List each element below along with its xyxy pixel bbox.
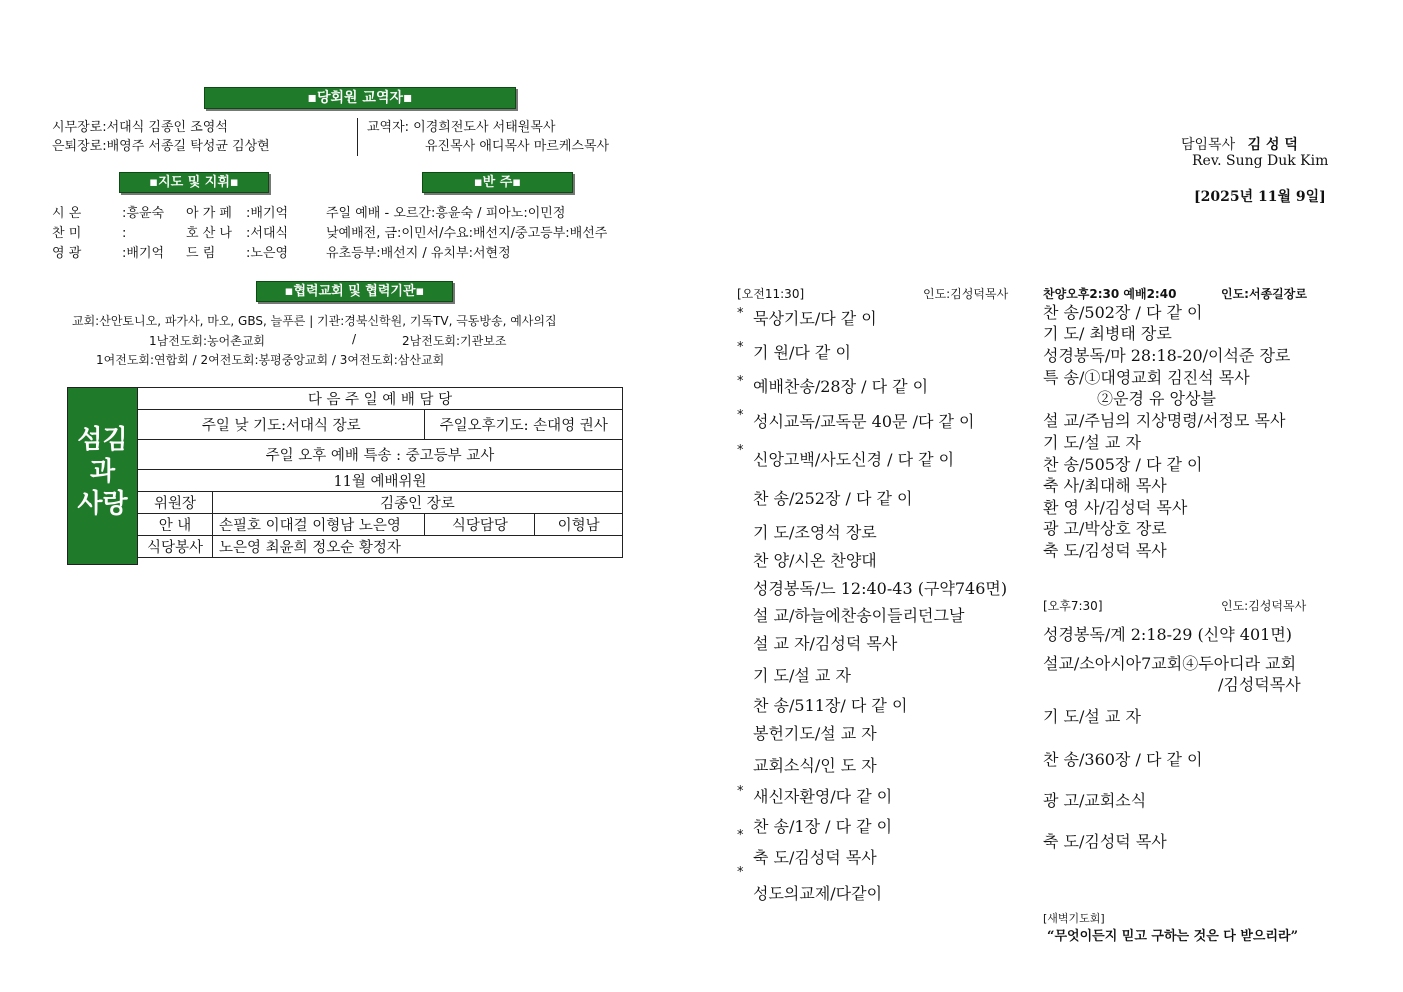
standing-mark-icon: * [737, 306, 744, 321]
morning-item: 성경봉독/느 12:40-43 (구약746면) [753, 579, 1008, 598]
partners-line2b: 2남전도회:기관보조 [402, 334, 507, 348]
evening-item: 축 도/김성덕 목사 [1043, 832, 1167, 851]
standing-mark-icon: * [737, 340, 744, 355]
morning-item: 성시교독/교독문 40문 /다 같 이 [753, 412, 975, 431]
pastor-name: 김 성 덕 [1247, 137, 1298, 153]
partners-line3: 1여전도회:연합회 / 2여전도회:봉평중앙교회 / 3여전도회:삼산교회 [96, 353, 445, 367]
guide-title: ▪지도 및 지휘▪ [119, 172, 269, 193]
serve-side-text: 과 [89, 457, 116, 487]
afternoon-item: 성경봉독/마 28:18-20/이석준 장로 [1043, 346, 1291, 365]
morning-item: 묵상기도/다 같 이 [753, 309, 877, 328]
afternoon-item: 특 송/①대영교회 김진석 목사 [1043, 368, 1250, 387]
cafe-label: 식당담당 [425, 514, 535, 536]
partners-line1: 교회:산안토니오, 파가사, 마오, GBS, 늘푸른 | 기관:경북신학원, 기독TV, 극동방송, 예사의집 [72, 314, 557, 328]
ministers-line1: 교역자: 이경희전도사 서태원목사 [367, 120, 556, 135]
usher-label: 안 내 [138, 514, 213, 536]
afternoon-item: 축 도/김성덕 목사 [1043, 541, 1167, 560]
next-week-heading: 다 음 주 일 예 배 담 당 [138, 388, 623, 410]
accomp-line: 유초등부:배선지 / 유치부:서현정 [326, 246, 511, 261]
guide-row: 시 온 :흥윤숙 [52, 206, 165, 221]
pastor-line [1181, 134, 1298, 154]
active-elders: 시무장로:서대식 김종인 조영석 [52, 120, 228, 135]
guide-row: 영 광 :배기억 [52, 246, 165, 261]
retired-elders: 은퇴장로:배영주 서종길 탁성균 김상현 [52, 139, 270, 154]
evening-item: 성경봉독/계 2:18-29 (신약 401면) [1043, 625, 1293, 644]
guide-list [52, 204, 164, 264]
afternoon-item: 설 교/주님의 지상명령/서정모 목사 [1043, 411, 1286, 430]
afternoon-item: 찬 송/502장 / 다 같 이 [1043, 303, 1203, 322]
guide-row-2: 아 가 페 :배기억 [186, 206, 289, 221]
standing-mark-icon: * [737, 828, 744, 843]
afternoon-time: 찬양오후2:30 예배2:40 [1043, 287, 1177, 301]
evening-time: [오후7:30] [1043, 599, 1103, 613]
morning-item: 찬 양/시온 찬양대 [753, 551, 877, 570]
morning-item: 찬 송/252장 / 다 같 이 [753, 489, 913, 508]
usher-names: 손필호 이대걸 이형남 노은영 [213, 514, 425, 536]
accomp-line: 주일 예배 - 오르간:흥윤숙 / 피아노:이민정 [326, 206, 566, 221]
morning-leader: 인도:김성덕목사 [923, 287, 1009, 301]
standing-mark-icon: * [737, 443, 744, 458]
afternoon-item: 찬 송/505장 / 다 같 이 [1043, 455, 1203, 474]
morning-item: 기 도/조영석 장로 [753, 523, 877, 542]
morning-item: 기 도/설 교 자 [753, 666, 851, 685]
morning-item: 예배찬송/28장 / 다 같 이 [753, 377, 929, 396]
morning-item: 신앙고백/사도신경 / 다 같 이 [753, 450, 955, 469]
pm-prayer: 주일오후기도: 손대영 권사 [425, 410, 623, 440]
evening-item: 광 고/교회소식 [1043, 791, 1147, 810]
evening-item: 기 도/설 교 자 [1043, 707, 1141, 726]
afternoon-leader: 인도:서종길장로 [1221, 287, 1307, 301]
partners-title: ▪협력교회 및 협력기관▪ [256, 281, 453, 302]
afternoon-item: 환 영 사/김성덕 목사 [1043, 498, 1188, 517]
evening-leader: 인도:김성덕목사 [1221, 599, 1307, 613]
standing-mark-icon: * [737, 374, 744, 389]
morning-item: 교회소식/인 도 자 [753, 756, 877, 775]
serve-side-text: 사랑 [77, 489, 128, 519]
kitchen-label: 식당봉사 [138, 536, 213, 558]
bulletin-date: [2025년 11월 9일] [1194, 189, 1326, 205]
morning-item: 성도의교제/다같이 [753, 884, 883, 903]
morning-item: 축 도/김성덕 목사 [753, 848, 877, 867]
morning-time: [오전11:30] [737, 287, 805, 301]
accomp-line: 낮예배전, 금:이민서/수요:배선지/중고등부:배선주 [326, 226, 608, 241]
evening-item: 설교/소아시아7교회④두아디라 교회 [1043, 654, 1297, 673]
cafe-name: 이형남 [535, 514, 623, 536]
morning-item: 설 교 자/김성덕 목사 [753, 634, 898, 653]
dawn-verse: “무엇이든지 믿고 구하는 것은 다 받으리라” [1047, 929, 1299, 944]
noon-prayer: 주일 낮 기도:서대식 장로 [138, 410, 425, 440]
guide-row: 찬 미 : [52, 226, 127, 241]
ministers-line2: 유진목사 애디목사 마르케스목사 [425, 139, 610, 154]
standing-mark-icon: * [737, 408, 744, 423]
morning-item: 기 원/다 같 이 [753, 343, 851, 362]
morning-item: 새신자환영/다 같 이 [753, 787, 893, 806]
pastor-eng: Rev. Sung Duk Kim [1192, 153, 1329, 169]
guide-row-2: 드 림 :노은영 [186, 246, 289, 261]
afternoon-item: 기 도/ 최병태 장로 [1043, 324, 1172, 343]
kitchen-names: 노은영 최윤희 정오순 황정자 [213, 536, 623, 558]
evening-item: 찬 송/360장 / 다 같 이 [1043, 750, 1203, 769]
guide-row-2: 호 산 나 :서대식 [186, 226, 289, 241]
morning-item: 찬 송/1장 / 다 같 이 [753, 817, 893, 836]
dawn-label: [새벽기도회] [1043, 912, 1105, 925]
afternoon-item: 축 사/최대해 목사 [1043, 476, 1167, 495]
session-divider [357, 118, 358, 156]
accomp-list [326, 204, 607, 264]
standing-mark-icon: * [737, 865, 744, 880]
morning-item: 찬 송/511장/ 다 같 이 [753, 696, 908, 715]
committee-heading: 11월 예배위원 [138, 470, 623, 492]
evening-item: /김성덕목사 [1218, 675, 1301, 694]
chair-label: 위원장 [138, 492, 213, 514]
serve-side-text: 섬김 [77, 425, 128, 455]
morning-item: 봉헌기도/설 교 자 [753, 724, 877, 743]
afternoon-item: ②운경 유 앙상블 [1097, 389, 1216, 408]
afternoon-item: 기 도/설 교 자 [1043, 433, 1141, 452]
afternoon-item: 광 고/박상호 장로 [1043, 519, 1167, 538]
pastor-label: 담임목사 [1181, 137, 1236, 153]
partners-line2-sep: / [352, 332, 357, 346]
serve-side-label [67, 387, 138, 565]
serve-table [137, 387, 623, 558]
standing-mark-icon: * [737, 784, 744, 799]
pm-special: 주일 오후 예배 특송 : 중고등부 교사 [138, 440, 623, 470]
chair-name: 김종인 장로 [213, 492, 623, 514]
accomp-title: ▪반 주▪ [422, 172, 573, 193]
session-title: ▪당회원 교역자▪ [204, 87, 516, 109]
guide-list-2 [186, 204, 288, 264]
partners-line2a: 1남전도회:농어촌교회 [149, 334, 266, 348]
morning-item: 설 교/하늘에찬송이들리던그날 [753, 606, 965, 625]
